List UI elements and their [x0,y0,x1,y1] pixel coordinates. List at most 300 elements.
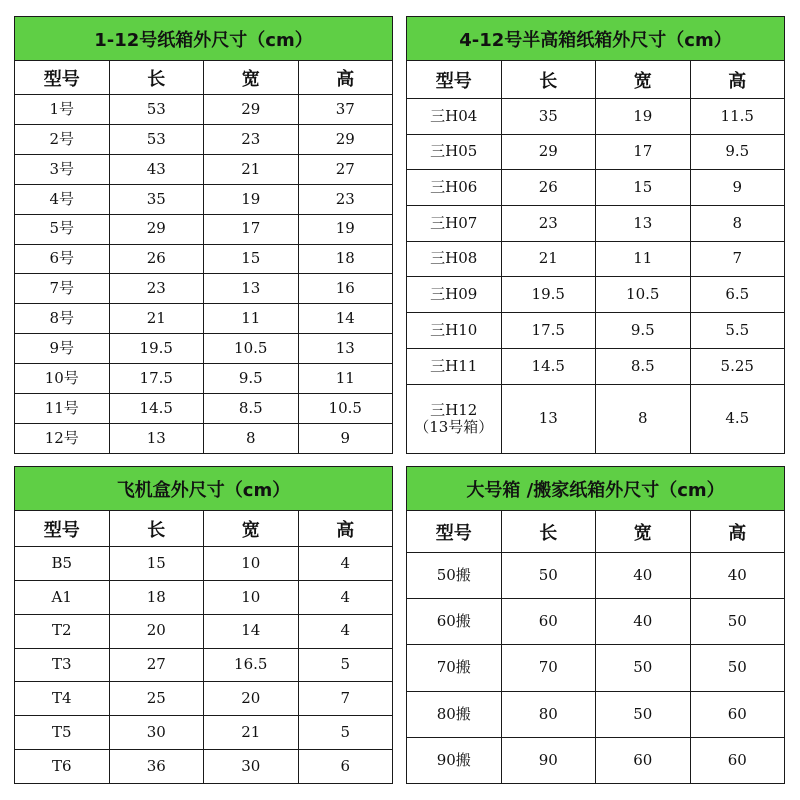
table-row [15,214,393,244]
cell-value: 50搬 [436,565,471,584]
dimension-cell [204,154,299,184]
cell-value: 43 [146,159,166,178]
dimension-cell [501,599,596,645]
dimension-cell [204,423,299,453]
dimension-cell [204,184,299,214]
column-header: 高 [298,511,393,547]
dimension-cell [690,99,785,135]
model-cell [407,134,502,170]
dimension-cell [204,580,299,614]
cell-value: 4 [340,553,351,572]
model-cell [407,348,502,384]
dimension-cell [501,691,596,737]
column-header: 宽 [596,511,691,553]
dimension-cell [109,547,204,581]
dimension-cell [501,384,596,454]
cell-value: 60 [727,750,747,769]
cell-value: 35 [146,189,166,208]
cell-value: 21 [241,159,261,178]
table-row [15,648,393,682]
model-cell [15,547,110,581]
model-cell [15,614,110,648]
column-header: 宽 [204,61,299,95]
size-table [406,16,785,454]
cell-value: 37 [335,99,355,118]
cell-value: 60搬 [436,612,471,631]
cell-value: 三H06 [430,178,478,197]
cell-value: 53 [146,99,166,118]
model-cell [407,277,502,313]
dimension-cell [298,750,393,784]
cell-value: 21 [146,309,166,328]
cell-value: 4.5 [725,409,750,428]
dimension-cell [690,599,785,645]
dimension-cell [501,277,596,313]
dimension-cell [204,304,299,334]
size-table [406,466,785,784]
cell-value: 26 [146,249,166,268]
cell-value: 70搬 [436,658,471,677]
dimension-cell [501,737,596,783]
column-header: 型号 [15,61,110,95]
dimension-cell [298,95,393,125]
dimension-cell [501,134,596,170]
model-cell [407,99,502,135]
dimension-cell [690,170,785,206]
dimension-cell [501,170,596,206]
dimension-cell [501,313,596,349]
column-header: 长 [501,61,596,99]
dimension-cell [501,206,596,242]
dimension-cell [204,547,299,581]
dimension-cell [596,384,691,454]
dimension-cell [204,750,299,784]
cell-value: 15 [633,178,653,197]
cell-value: 6号 [49,249,75,268]
table-row [15,124,393,154]
cell-value: 16.5 [234,655,268,674]
model-cell [15,214,110,244]
cell-value: 13 [538,409,558,428]
cell-value: 三H12 [430,400,478,419]
cell-value: 35 [538,106,558,125]
cell-value: T3 [51,655,72,674]
cell-value: 40 [727,565,747,584]
column-header: 型号 [407,511,502,553]
cell-value: 53 [146,129,166,148]
dimension-cell [298,682,393,716]
dimension-cell [298,614,393,648]
cell-value: 5.5 [725,320,750,339]
cell-value: 17 [241,219,261,238]
cell-value: 50 [633,658,653,677]
model-cell [15,154,110,184]
cell-value: 11.5 [720,106,754,125]
dimension-cell [109,394,204,424]
cell-value: 9 [732,178,743,197]
cell-value: 11号 [44,398,79,417]
cell-value: 三H05 [430,142,478,161]
cell-value: 23 [538,213,558,232]
cell-value: 17.5 [531,320,565,339]
cell-value: 三H08 [430,249,478,268]
cell-value: 11 [241,309,261,328]
cell-value: 50 [538,565,558,584]
dimension-cell [109,716,204,750]
dimension-cell [596,348,691,384]
column-header: 型号 [407,61,502,99]
cell-value: 4号 [49,189,75,208]
model-cell [15,750,110,784]
dimension-cell [596,599,691,645]
dimension-cell [501,241,596,277]
dimension-cell [109,682,204,716]
table-row [407,384,785,454]
dimension-cell [690,348,785,384]
table-row [15,547,393,581]
dimension-cell [109,364,204,394]
model-cell [15,648,110,682]
dimension-cell [298,364,393,394]
cell-value: 8 [245,428,256,447]
table-row [407,645,785,691]
cell-value: 10.5 [234,339,268,358]
model-cell [15,682,110,716]
model-cell [15,184,110,214]
cell-value: 7 [732,249,743,268]
dimension-cell [298,214,393,244]
cell-value: 6.5 [725,285,750,304]
dimension-cell [109,614,204,648]
dimension-cell [596,645,691,691]
cell-value: 23 [335,189,355,208]
dimension-cell [204,682,299,716]
cell-value: 1号 [49,99,75,118]
table-row [407,691,785,737]
model-cell [15,304,110,334]
table-row [15,682,393,716]
dimension-cell [690,206,785,242]
dimension-cell [690,313,785,349]
column-header: 长 [501,511,596,553]
model-cell [407,206,502,242]
dimension-cell [109,95,204,125]
cell-value: 36 [146,756,166,775]
model-cell [407,170,502,206]
cell-value: 15 [241,249,261,268]
cell-value: 9.5 [630,320,655,339]
cell-value: 50 [727,612,747,631]
dimension-cell [298,334,393,364]
cell-value: 4 [340,587,351,606]
cell-value: 10号 [44,368,79,387]
cell-value: 50 [727,658,747,677]
table-airplane-boxes [14,466,393,784]
model-cell [407,599,502,645]
column-header: 型号 [15,511,110,547]
model-cell [15,423,110,453]
dimension-cell [298,154,393,184]
cell-value: 19.5 [139,339,173,358]
cell-value: 5 [340,723,351,742]
dimension-cell [204,334,299,364]
dimension-cell [298,423,393,453]
table-row [15,750,393,784]
dimension-cell [109,750,204,784]
table-row [407,241,785,277]
dimension-cell [596,134,691,170]
cell-value: 50 [633,704,653,723]
cell-value: 8 [637,409,648,428]
model-cell [407,313,502,349]
cell-value: 15 [146,553,166,572]
dimension-cell [690,241,785,277]
table-row [407,170,785,206]
cell-value: 30 [241,756,261,775]
cell-value: 8.5 [238,398,263,417]
model-cell [407,241,502,277]
table-standard-boxes [14,16,393,454]
dimension-cell [204,95,299,125]
table-row [15,154,393,184]
cell-value: 80搬 [436,704,471,723]
table-row [407,737,785,783]
table-row [15,274,393,304]
model-cell [407,691,502,737]
cell-value: 4 [340,621,351,640]
cell-value: 27 [335,159,355,178]
table-row [15,580,393,614]
cell-value: 三H04 [430,106,478,125]
cell-value: 29 [335,129,355,148]
dimension-cell [109,244,204,274]
table-title: 1-12号纸箱外尺寸（cm） [15,17,393,61]
cell-value: 10 [241,553,261,572]
model-cell [15,580,110,614]
column-header: 长 [109,61,204,95]
dimension-cell [298,580,393,614]
cell-value: 29 [241,99,261,118]
cell-value: 40 [633,612,653,631]
table-row [15,304,393,334]
cell-value: 14.5 [531,356,565,375]
cell-value: 3号 [49,159,75,178]
dimension-cell [501,99,596,135]
table-row [15,716,393,750]
cell-value: 30 [146,723,166,742]
dimension-cell [298,716,393,750]
table-moving-boxes [406,466,785,784]
cell-value: 60 [727,704,747,723]
cell-value: 80 [538,704,558,723]
cell-note: （13号箱） [414,417,494,436]
cell-value: 26 [538,178,558,197]
cell-value: 10.5 [328,398,362,417]
dimension-cell [109,214,204,244]
model-cell [407,384,502,454]
dimension-cell [298,124,393,154]
cell-value: 三H11 [430,356,478,375]
cell-value: 21 [241,723,261,742]
cell-value: 29 [538,142,558,161]
cell-value: 13 [633,213,653,232]
dimension-cell [109,274,204,304]
model-cell [407,645,502,691]
cell-value: A1 [51,587,72,606]
table-row [15,95,393,125]
dimension-cell [109,124,204,154]
cell-value: 90搬 [436,750,471,769]
cell-value: 17.5 [139,368,173,387]
dimension-cell [596,691,691,737]
cell-value: 23 [146,279,166,298]
cell-value: 12号 [44,428,79,447]
dimension-cell [204,394,299,424]
cell-value: 11 [335,368,355,387]
dimension-cell [690,737,785,783]
cell-value: 三H10 [430,320,478,339]
table-row [15,423,393,453]
table-row [407,313,785,349]
dimension-cell [298,648,393,682]
cell-value: 8号 [49,309,75,328]
dimension-cell [298,244,393,274]
cell-value: 6 [340,756,351,775]
cell-value: 14 [241,621,261,640]
cell-value: 13 [146,428,166,447]
table-row [15,394,393,424]
column-header: 长 [109,511,204,547]
cell-value: 70 [538,658,558,677]
model-cell [407,737,502,783]
table-row [407,599,785,645]
table-row [15,334,393,364]
dimension-cell [690,691,785,737]
dimension-cell [501,645,596,691]
cell-value: 2号 [49,129,75,148]
cell-value: 23 [241,129,261,148]
dimension-cell [596,99,691,135]
cell-value: 11 [633,249,653,268]
cell-value: 9 [340,428,351,447]
dimension-cell [596,277,691,313]
dimension-cell [690,277,785,313]
dimension-cell [596,553,691,599]
cell-value: 60 [633,750,653,769]
cell-value: 9号 [49,339,75,358]
dimension-cell [204,716,299,750]
dimension-cell [109,580,204,614]
table-row [407,277,785,313]
cell-value: 13 [241,279,261,298]
table-row [15,614,393,648]
dimension-cell [690,645,785,691]
dimension-cell [204,214,299,244]
table-row [15,184,393,214]
dimension-cell [596,737,691,783]
cell-value: 40 [633,565,653,584]
table-row [15,244,393,274]
dimension-cell [596,170,691,206]
size-table [14,16,393,454]
model-cell [15,716,110,750]
cell-value: T5 [51,723,72,742]
cell-value: 19 [241,189,261,208]
model-cell [15,274,110,304]
model-cell [15,394,110,424]
cell-value: 7号 [49,279,75,298]
table-row [407,553,785,599]
table-half-height-boxes [406,16,785,454]
cell-value: 三H09 [430,285,478,304]
cell-value: 16 [335,279,355,298]
cell-value: 18 [146,587,166,606]
cell-value: 14 [335,309,355,328]
dimension-cell [109,648,204,682]
dimension-cell [109,423,204,453]
column-header: 宽 [596,61,691,99]
model-cell [15,334,110,364]
size-table [14,466,393,784]
dimension-cell [298,547,393,581]
cell-value: 18 [335,249,355,268]
cell-value: 19 [335,219,355,238]
model-cell [15,95,110,125]
dimension-cell [204,364,299,394]
dimension-cell [596,313,691,349]
dimension-cell [690,384,785,454]
column-header: 高 [690,61,785,99]
cell-value: 17 [633,142,653,161]
cell-value: 5.25 [720,356,754,375]
dimension-cell [109,304,204,334]
model-cell [15,244,110,274]
column-header: 宽 [204,511,299,547]
table-title: 飞机盒外尺寸（cm） [15,467,393,511]
cell-value: 25 [146,689,166,708]
table-row [407,206,785,242]
model-cell [15,124,110,154]
cell-value: 10.5 [626,285,660,304]
dimension-cell [204,274,299,304]
dimension-cell [596,241,691,277]
table-title: 大号箱 /搬家纸箱外尺寸（cm） [407,467,785,511]
dimension-cell [204,648,299,682]
model-cell [407,553,502,599]
cell-value: 20 [146,621,166,640]
dimension-cell [690,553,785,599]
cell-value: B5 [51,553,73,572]
dimension-cell [501,348,596,384]
table-row [407,134,785,170]
column-header: 高 [690,511,785,553]
cell-value: 9.5 [238,368,263,387]
dimension-cell [298,274,393,304]
cell-value: 三H07 [430,213,478,232]
dimension-cell [204,124,299,154]
cell-value: T2 [51,621,72,640]
dimension-cell [204,244,299,274]
dimension-cell [596,206,691,242]
dimension-cell [109,184,204,214]
cell-value: 9.5 [725,142,750,161]
dimension-cell [204,614,299,648]
dimension-cell [690,134,785,170]
cell-value: 5号 [49,219,75,238]
table-row [407,348,785,384]
model-cell [15,364,110,394]
cell-value: 29 [146,219,166,238]
